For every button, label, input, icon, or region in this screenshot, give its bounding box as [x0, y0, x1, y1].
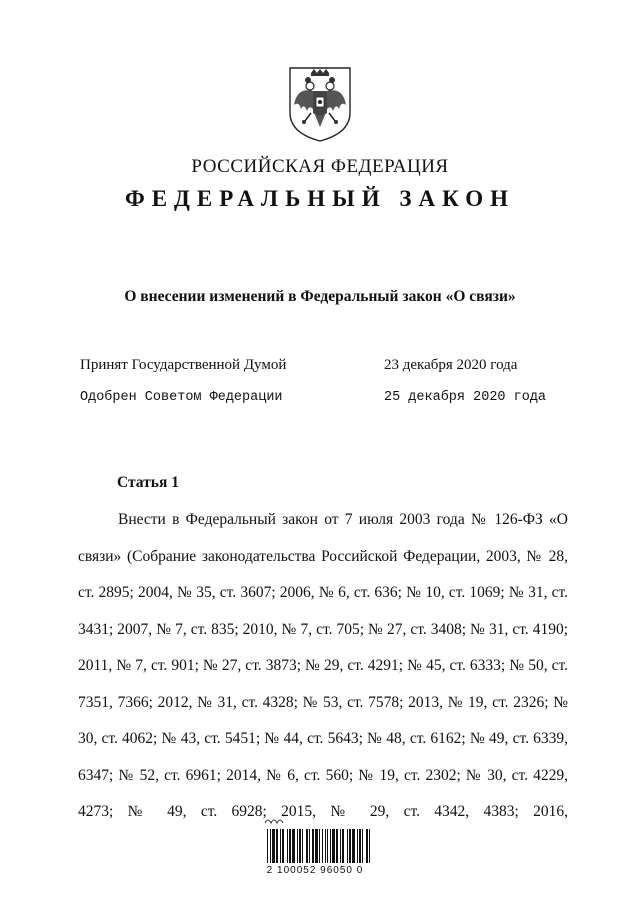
- barcode-bar: [270, 829, 271, 863]
- barcode-bar: [369, 829, 370, 863]
- barcode-bar: [330, 829, 331, 863]
- barcode-bar: [322, 829, 323, 863]
- barcode-bar: [309, 829, 310, 863]
- barcode-bar: [359, 829, 361, 863]
- barcode-bar: [312, 829, 314, 863]
- barcode-bar: [287, 829, 288, 863]
- adopted-by-duma-date: 23 декабря 2020 года: [384, 357, 518, 373]
- document-type-title: ФЕДЕРАЛЬНЫЙ ЗАКОН: [124, 186, 516, 211]
- coat-of-arms-icon: [287, 65, 353, 143]
- barcode-bar: [302, 829, 303, 863]
- article-body-text: Внести в Федеральный закон от 7 июля 2003 года № 126-ФЗ «О связи» (Собрание законодательства Российской Федерации, 2003, № 28, ст. 2895; 2004, № 35, ст. 3607; 2006, № 6, ст. 636; № 10, ст. 1069; № 31, ст. 3431; 2007, № 7, ст. 835; 2010, № 7, ст. 705; № 27, ст. 3408; № 31, ст. 4190; 2011, № 7, ст. 901; № 27, ст. 3873; № 29, ст. 4291; № 45, ст. 6333; № 50, ст. 7351, 7366; 2012, № 31, ст. 4328; № 53, ст. 7578; 2013, № 19, ст. 2326; № 30, ст. 4062; № 43, ст. 5451; № 44, ст. 5643; № 48, ст. 6162; № 49, ст. 6339, 6347; № 52, ст. 6961; 2014, № 6, ст. 560; № 19, ст. 2302; № 30, ст. 4229, 4273; № 49, ст. 6928; 2015, № 29, ст. 4342, 4383; 2016,: [78, 511, 568, 820]
- barcode-bar: [325, 829, 326, 863]
- barcode-bar: [366, 829, 368, 863]
- barcode-bar: [332, 829, 335, 863]
- approved-by-council-date: 25 декабря 2020 года: [384, 390, 547, 405]
- law-subject-title: О внесении изменений в Федеральный закон «О связи»: [124, 288, 516, 305]
- barcode-bar: [306, 829, 308, 863]
- adopted-by-duma-label: Принят Государственной Думой: [80, 357, 287, 373]
- barcode-bar: [342, 829, 344, 863]
- barcode-bar: [315, 829, 318, 863]
- barcode-bar: [272, 829, 275, 863]
- barcode-bar: [327, 829, 328, 863]
- barcode-bar: [297, 829, 298, 863]
- barcode-bar: [336, 829, 338, 863]
- barcode-bar: [299, 829, 301, 863]
- barcode-bar: [357, 829, 358, 863]
- barcode-bar: [276, 829, 278, 863]
- barcode-bar: [349, 829, 351, 863]
- barcode-bar: [282, 829, 284, 863]
- barcode-bar: [340, 829, 341, 863]
- article-heading: Статья 1: [117, 474, 179, 491]
- barcode-bar: [292, 829, 295, 863]
- barcode-bar: [352, 829, 355, 863]
- barcode-bar: [280, 829, 281, 863]
- barcode-bar: [319, 829, 320, 863]
- barcode-number: 2 100052 96050 0: [266, 865, 364, 876]
- country-name: РОССИЙСКАЯ ФЕДЕРАЦИЯ: [191, 156, 449, 177]
- barcode-bar: [267, 829, 268, 863]
- barcode-bar: [362, 829, 363, 863]
- barcode-bar: [289, 829, 291, 863]
- approved-by-council-label: Одобрен Советом Федерации: [80, 390, 283, 405]
- barcode-bar: [347, 829, 348, 863]
